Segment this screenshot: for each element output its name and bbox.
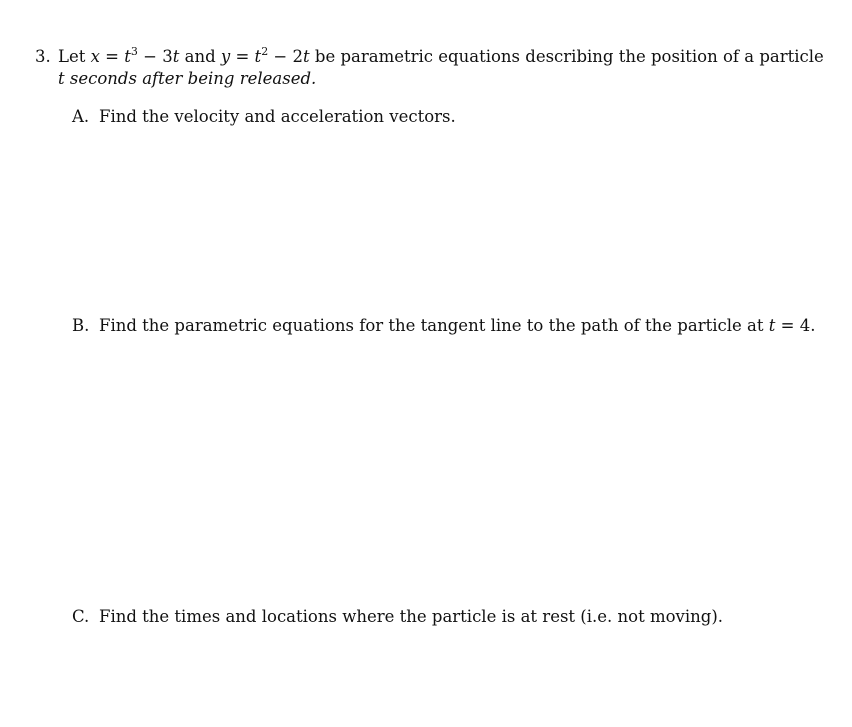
var-t: t xyxy=(303,47,310,66)
problem-statement-line-1 xyxy=(58,44,824,68)
part-b xyxy=(72,315,815,337)
exponent-2: 2 xyxy=(261,44,269,58)
equals-sign: = xyxy=(99,47,125,66)
text-seconds-after: seconds after being released. xyxy=(64,69,317,88)
part-c xyxy=(72,606,723,628)
part-a xyxy=(72,106,456,128)
term-minus-2: − 2 xyxy=(268,47,304,66)
var-t: t xyxy=(58,69,65,88)
exponent-3: 3 xyxy=(130,44,138,58)
var-x: x xyxy=(90,47,100,66)
part-b-letter: B. xyxy=(72,316,90,335)
term-minus-3: − 3 xyxy=(137,47,173,66)
var-t: t xyxy=(124,47,131,66)
text-and: and xyxy=(179,47,221,66)
var-t: t xyxy=(254,47,262,66)
problem-statement-line-2 xyxy=(58,68,788,90)
var-t: t xyxy=(172,47,180,66)
equals-sign: = xyxy=(230,47,255,66)
part-b-text: Find the parametric equations for the tangent line to the path of the particle at xyxy=(99,316,769,335)
var-t: t xyxy=(768,316,776,335)
text-let: Let xyxy=(58,47,91,66)
text-statement-tail: be parametric equations describing the position of a particle xyxy=(309,47,824,66)
var-y: y xyxy=(220,47,231,66)
part-c-letter: C. xyxy=(72,607,90,626)
problem-number: 3. xyxy=(35,47,51,66)
part-a-text: Find the velocity and acceleration vectors. xyxy=(99,107,456,126)
part-c-text: Find the times and locations where the particle is at rest (i.e. not moving). xyxy=(99,607,723,626)
part-a-letter: A. xyxy=(72,107,90,126)
part-b-text-end: = 4. xyxy=(775,316,816,335)
problem-statement xyxy=(58,44,824,90)
